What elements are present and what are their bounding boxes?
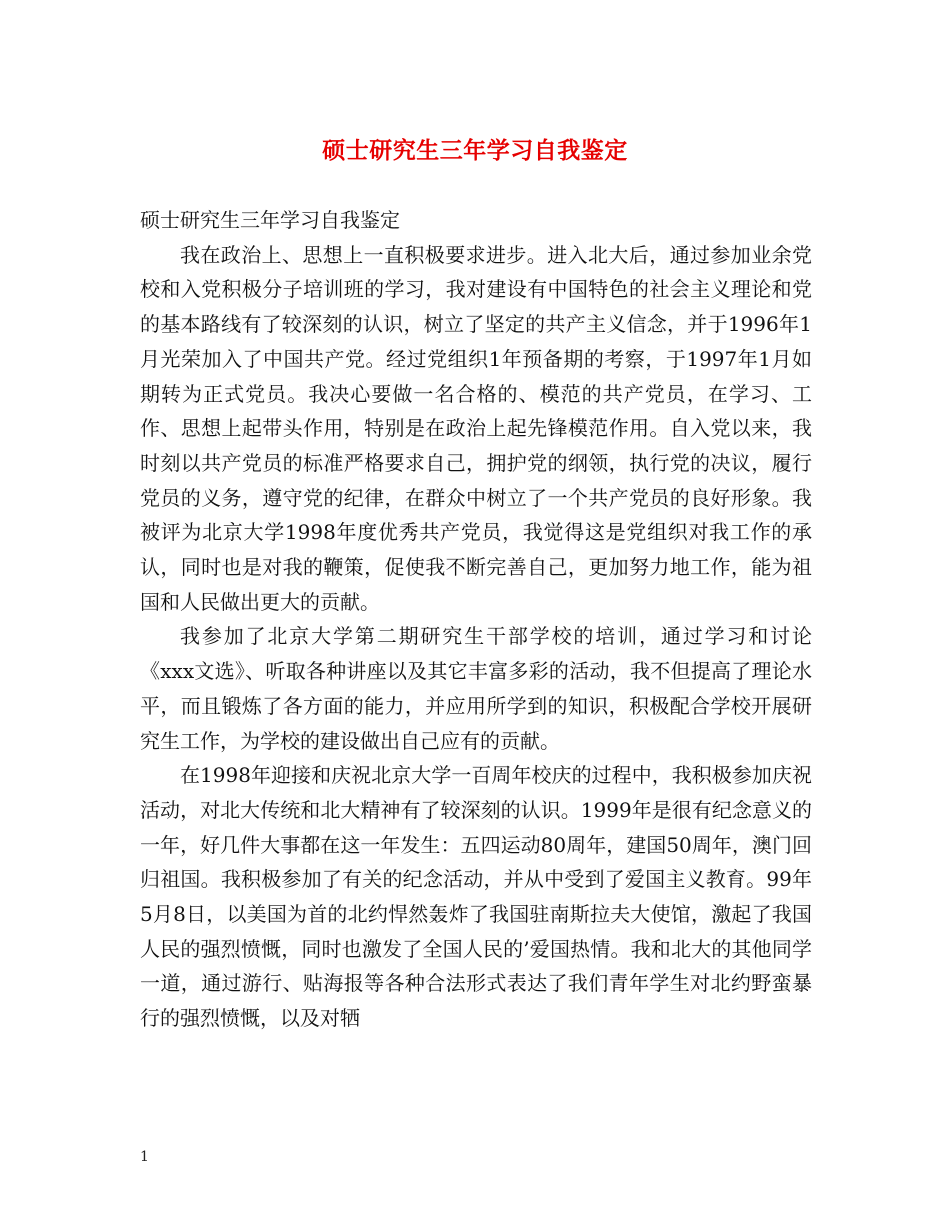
paragraph-2: 我参加了北京大学第二期研究生干部学校的培训，通过学习和讨论《xxx文选》、听取各种讲座以及其它丰富多彩的活动，我不但提高了理论水平，而且锻炼了各方面的能力，并应用所学到的知识，积极配合学校开展研究生工作，为学校的建设做出自己应有的贡献。 [140,624,812,753]
paragraph-1: 我在政治上、思想上一直积极要求进步。进入北大后，通过参加业余党校和入党积极分子培训班的学习，我对建设有中国特色的社会主义理论和党的基本路线有了较深刻的认识，树立了坚定的共产主义信念，并于1996年1月光荣加入了中国共产党。经过党组织1年预备期的考察，于1997年1月如期转为正式党员。我决心要做一名合格的、模范的共产党员，在学习、工作、思想上起带头作用，特别是在政治上起先锋模范作用。自入党以来，我时刻以共产党员的标准严格要求自己，拥护党的纲领，执行党的决议，履行党员的义务，遵守党的纪律，在群众中树立了一个共产党员的良好形象。我被评为北京大学1998年度优秀共产党员，我觉得这是党组织对我工作的承认，同时也是对我的鞭策，促使我不断完善自己，更加努力地工作，能为祖国和人民做出更大的贡献。 [140,242,812,614]
document-title: 硕士研究生三年学习自我鉴定 [322,137,628,164]
document-body [140,203,812,1036]
paragraph-3: 在1998年迎接和庆祝北京大学一百周年校庆的过程中，我积极参加庆祝活动，对北大传统和北大精神有了较深刻的认识。1999年是很有纪念意义的一年，好几件大事都在这一年发生：五四运动80周年，建国50周年，澳门回归祖国。我积极参加了有关的纪念活动，并从中受到了爱国主义教育。99年5月8日，以美国为首的北约悍然轰炸了我国驻南斯拉夫大使馆，激起了我国人民的强烈愤慨，同时也激发了全国人民的’爱国热情。我和北大的其他同学一道，通过游行、贴海报等各种合法形式表达了我们青年学生对北约野蛮暴行的强烈愤慨，以及对牺 [140,763,812,1031]
page-number: 1 [140,1149,149,1165]
document-subtitle: 硕士研究生三年学习自我鉴定 [140,208,400,232]
